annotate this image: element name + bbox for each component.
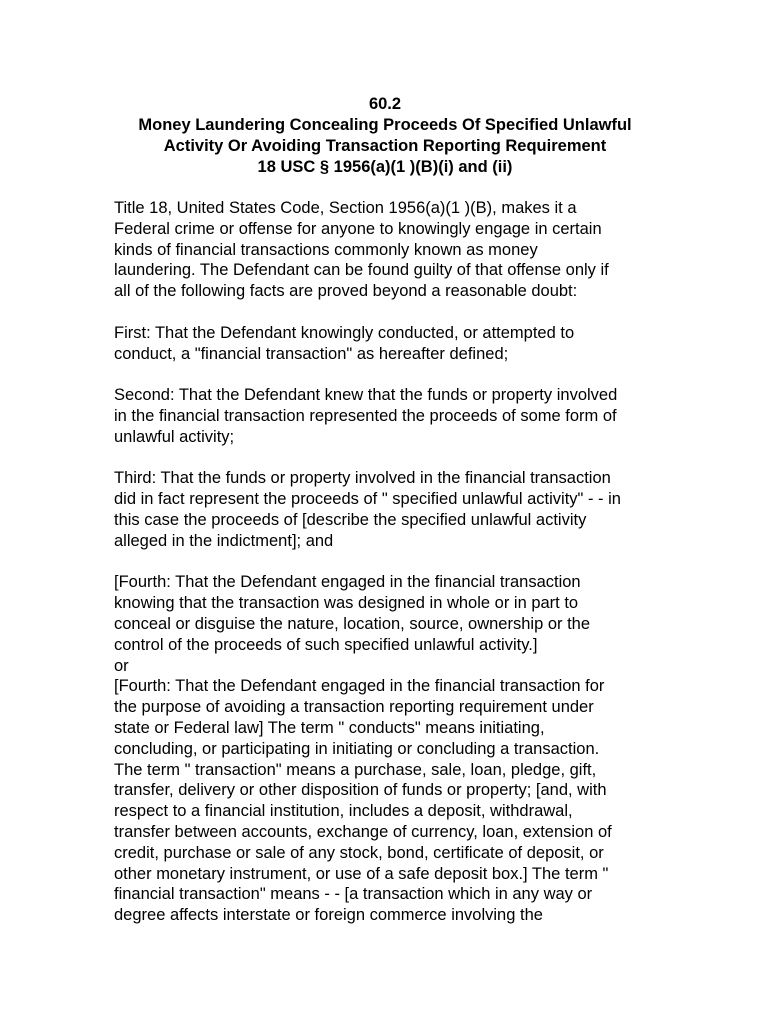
text-line: concluding, or participating in initiating or concluding a transaction.: [114, 739, 600, 758]
text-line: [Fourth: That the Defendant engaged in the financial transaction: [114, 573, 581, 592]
text-line: or: [114, 656, 129, 675]
second-element-paragraph: [114, 385, 674, 447]
text-line: knowing that the transaction was designed in whole or in part to: [114, 594, 579, 613]
title-line-2: Activity Or Avoiding Transaction Reporting Requirement: [163, 137, 607, 155]
text-line: degree affects interstate or foreign commerce involving the: [114, 906, 543, 925]
text-line: conduct, a "financial transaction" as hereafter defined;: [114, 344, 509, 363]
text-line: financial transaction" means - - [a transaction which in any way or: [114, 885, 593, 904]
text-line: respect to a financial institution, includes a deposit, withdrawal,: [114, 802, 573, 821]
text-line: kinds of financial transactions commonly known as money: [114, 240, 538, 259]
text-line: First: That the Defendant knowingly conducted, or attempted to: [114, 323, 575, 342]
intro-paragraph: [114, 198, 674, 302]
text-line: credit, purchase or sale of any stock, bond, certificate of deposit, or: [114, 843, 604, 862]
text-line: Second: That the Defendant knew that the funds or property involved: [114, 386, 618, 405]
text-line: conceal or disguise the nature, location, source, ownership or the: [114, 614, 591, 633]
text-line: alleged in the indictment]; and: [114, 531, 334, 550]
text-line: did in fact represent the proceeds of " specified unlawful activity" - - in: [114, 490, 621, 509]
third-element-paragraph: [114, 468, 674, 551]
text-line: transfer between accounts, exchange of currency, loan, extension of: [114, 822, 612, 841]
text-line: all of the following facts are proved beyond a reasonable doubt:: [114, 282, 578, 301]
fourth-element-option-b: [114, 676, 674, 926]
text-line: unlawful activity;: [114, 427, 235, 446]
text-line: [Fourth: That the Defendant engaged in the financial transaction for: [114, 677, 605, 696]
text-line: The term " transaction" means a purchase, sale, loan, pledge, gift,: [114, 760, 597, 779]
text-line: state or Federal law] The term " conducts" means initiating,: [114, 718, 545, 737]
document-header: [0, 94, 770, 178]
first-element-paragraph: [114, 323, 674, 365]
text-line: the purpose of avoiding a transaction reporting requirement under: [114, 698, 594, 717]
text-line: Title 18, United States Code, Section 1956(a)(1 )(B), makes it a: [114, 199, 577, 217]
section-number: 60.2: [368, 95, 402, 113]
text-line: in the financial transaction represented the proceeds of some form of: [114, 406, 617, 425]
text-line: Federal crime or offense for anyone to knowingly engage in certain: [114, 219, 602, 238]
title-line-1: Money Laundering Concealing Proceeds Of Specified Unlawful: [138, 116, 632, 134]
fourth-element-option-a: [114, 572, 674, 676]
text-line: other monetary instrument, or use of a safe deposit box.] The term ": [114, 864, 609, 883]
statute-citation: 18 USC § 1956(a)(1 )(B)(i) and (ii): [257, 158, 513, 176]
text-line: this case the proceeds of [describe the specified unlawful activity: [114, 510, 587, 529]
text-line: control of the proceeds of such specified unlawful activity.]: [114, 635, 538, 654]
text-line: laundering. The Defendant can be found guilty of that offense only if: [114, 261, 609, 280]
document-body: [114, 198, 674, 926]
text-line: transfer, delivery or other disposition of funds or property; [and, with: [114, 781, 607, 800]
text-line: Third: That the funds or property involved in the financial transaction: [114, 469, 611, 488]
